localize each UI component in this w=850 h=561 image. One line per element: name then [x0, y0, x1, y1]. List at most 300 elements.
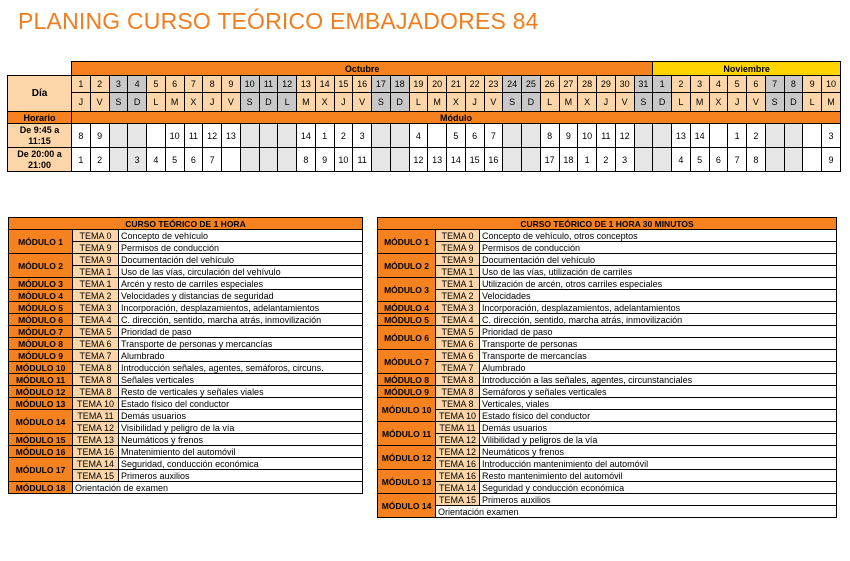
tema-label: TEMA 0 [436, 230, 480, 242]
tema-label: TEMA 10 [73, 398, 119, 410]
module-row [9, 254, 363, 266]
module-row [9, 386, 363, 398]
module-row [378, 302, 837, 314]
tema-description: Prioridad de paso [119, 326, 363, 338]
tema-description: Alumbrado [480, 362, 837, 374]
tema-description: Verticales, viales [480, 398, 837, 410]
tema-label: TEMA 0 [73, 230, 119, 242]
module-name: MÓDULO 8 [378, 374, 436, 386]
tema-label: TEMA 8 [73, 362, 119, 374]
module-cell: 18 [559, 148, 578, 172]
tema-label: TEMA 1 [436, 278, 480, 290]
tema-label: TEMA 12 [73, 422, 119, 434]
day-number: 23 [484, 76, 503, 93]
module-row [378, 242, 837, 254]
module-cell: 17 [540, 148, 559, 172]
module-cell [259, 124, 278, 148]
module-cell: 1 [728, 124, 747, 148]
module-name: MÓDULO 7 [378, 350, 436, 374]
day-number: 16 [353, 76, 372, 93]
day-letter: S [765, 93, 784, 112]
module-row [378, 446, 837, 458]
day-number: 1 [72, 76, 91, 93]
module-row [378, 230, 837, 242]
tema-description: Vilibilidad y peligros de la vía [480, 434, 837, 446]
day-number: 6 [165, 76, 184, 93]
module-cell: 12 [203, 124, 222, 148]
module-cell: 3 [822, 124, 841, 148]
tema-label: TEMA 9 [436, 242, 480, 254]
module-row [9, 398, 363, 410]
module-cell [522, 124, 541, 148]
module-cell: 4 [147, 148, 166, 172]
module-cell [803, 124, 822, 148]
module-cell: 5 [447, 124, 466, 148]
tema-description: Utilización de arcén, otros carriles especiales [480, 278, 837, 290]
day-letter: D [522, 93, 541, 112]
module-cell: 5 [165, 148, 184, 172]
time-slot-label: De 9:45 a 11:15 [8, 124, 72, 148]
module-cell: 14 [447, 148, 466, 172]
day-letter: V [90, 93, 109, 112]
day-number: 26 [540, 76, 559, 93]
module-row [378, 290, 837, 302]
day-label: Día [8, 76, 72, 112]
tema-label: TEMA 7 [436, 362, 480, 374]
tema-description: Estado físico del conductor [480, 410, 837, 422]
day-number: 21 [447, 76, 466, 93]
tema-description: Velocidades y distancias de seguridad [119, 290, 363, 302]
module-name: MÓDULO 12 [9, 386, 73, 398]
module-cell: 7 [484, 124, 503, 148]
tema-description: Documentación del vehículo [480, 254, 837, 266]
day-letter: M [822, 93, 841, 112]
day-number: 4 [709, 76, 728, 93]
module-cell [709, 124, 728, 148]
tema-description: Orientación de examen [73, 482, 363, 494]
module-name: MÓDULO 1 [9, 230, 73, 254]
module-name: MÓDULO 7 [9, 326, 73, 338]
day-letter: M [559, 93, 578, 112]
module-cell [109, 124, 128, 148]
module-row [378, 470, 837, 482]
module-cell: 6 [709, 148, 728, 172]
module-name: MÓDULO 8 [9, 338, 73, 350]
day-number: 20 [428, 76, 447, 93]
module-row [9, 326, 363, 338]
tema-description: C. dirección, sentido, marcha atrás, inmovilización [119, 314, 363, 326]
module-row [378, 422, 837, 434]
time-slot-label: De 20:00 a 21:00 [8, 148, 72, 172]
tema-label: TEMA 1 [73, 278, 119, 290]
day-letter: M [165, 93, 184, 112]
day-letter: X [447, 93, 466, 112]
module-cell: 11 [597, 124, 616, 148]
day-number: 3 [690, 76, 709, 93]
day-letter: V [484, 93, 503, 112]
blank-corner [8, 62, 72, 76]
tema-label: TEMA 4 [436, 314, 480, 326]
module-cell [390, 148, 409, 172]
module-name: MÓDULO 11 [9, 374, 73, 386]
module-cell: 13 [222, 124, 241, 148]
module-cell: 1 [72, 148, 91, 172]
day-number: 9 [803, 76, 822, 93]
page-title: PLANING CURSO TEÓRICO EMBAJADORES 84 [18, 8, 539, 34]
tema-label: TEMA 6 [436, 338, 480, 350]
module-name: MÓDULO 17 [9, 458, 73, 482]
module-cell: 3 [128, 148, 147, 172]
course-1h-header: CURSO TEÓRICO DE 1 HORA [9, 218, 363, 230]
module-name: MÓDULO 5 [9, 302, 73, 314]
tema-label: TEMA 6 [436, 350, 480, 362]
module-row [9, 434, 363, 446]
module-cell: 10 [578, 124, 597, 148]
day-letter: V [222, 93, 241, 112]
tema-description: Permisos de conducción [480, 242, 837, 254]
module-cell [503, 148, 522, 172]
tema-label: TEMA 7 [73, 350, 119, 362]
module-row [378, 434, 837, 446]
module-cell [259, 148, 278, 172]
module-cell: 10 [165, 124, 184, 148]
day-number: 27 [559, 76, 578, 93]
module-cell: 12 [409, 148, 428, 172]
module-row [9, 350, 363, 362]
tema-label: TEMA 16 [73, 446, 119, 458]
tema-label: TEMA 3 [436, 302, 480, 314]
module-cell: 9 [90, 124, 109, 148]
module-row [378, 482, 837, 494]
tema-label: TEMA 8 [73, 374, 119, 386]
schedule-calendar [7, 61, 841, 172]
day-letter: X [315, 93, 334, 112]
day-number: 3 [109, 76, 128, 93]
tema-label: TEMA 5 [73, 326, 119, 338]
module-cell: 4 [409, 124, 428, 148]
module-row [9, 362, 363, 374]
module-row [9, 230, 363, 242]
module-cell: 12 [615, 124, 634, 148]
tema-description: Orientación examen [436, 506, 837, 518]
tema-label: TEMA 1 [436, 266, 480, 278]
tema-label: TEMA 16 [436, 470, 480, 482]
tema-description: Primeros auxilios [119, 470, 363, 482]
tema-description: Seguridad, conducción económica [119, 458, 363, 470]
tema-description: Permisos de conducción [119, 242, 363, 254]
tema-label: TEMA 14 [436, 482, 480, 494]
module-name: MÓDULO 13 [378, 470, 436, 494]
module-cell [240, 148, 259, 172]
module-cell: 5 [690, 148, 709, 172]
module-cell: 7 [728, 148, 747, 172]
module-cell [653, 148, 672, 172]
tema-description: C. dirección, sentido, marcha atrás, inmovilización [480, 314, 837, 326]
day-number: 12 [278, 76, 297, 93]
module-cell [278, 148, 297, 172]
module-cell [128, 124, 147, 148]
day-number: 30 [615, 76, 634, 93]
tema-label: TEMA 10 [436, 410, 480, 422]
month-header: Noviembre [653, 62, 841, 76]
module-row [9, 290, 363, 302]
day-letter: D [784, 93, 803, 112]
module-cell [503, 124, 522, 148]
tema-description: Seguridad y conducción económica [480, 482, 837, 494]
module-row [378, 266, 837, 278]
module-name: MÓDULO 13 [9, 398, 73, 410]
day-letter: M [690, 93, 709, 112]
module-cell: 2 [334, 124, 353, 148]
module-cell [222, 148, 241, 172]
module-cell [634, 124, 653, 148]
module-row [378, 374, 837, 386]
module-cell [428, 124, 447, 148]
module-name: MÓDULO 2 [9, 254, 73, 278]
day-number: 14 [315, 76, 334, 93]
tema-label: TEMA 1 [73, 266, 119, 278]
day-letter: M [297, 93, 316, 112]
day-number: 10 [822, 76, 841, 93]
module-row [378, 506, 837, 518]
module-name: MÓDULO 15 [9, 434, 73, 446]
day-letter: D [390, 93, 409, 112]
tema-description: Uso de las vías, circulación del vehívulo [119, 266, 363, 278]
day-number: 5 [728, 76, 747, 93]
module-cell [784, 124, 803, 148]
day-letter: S [634, 93, 653, 112]
day-number: 29 [597, 76, 616, 93]
course-90m-table [377, 217, 837, 518]
tema-description: Demás usuarios [119, 410, 363, 422]
module-cell: 11 [353, 148, 372, 172]
module-cell: 14 [690, 124, 709, 148]
course-90m-header: CURSO TEÓRICO DE 1 HORA 30 MINUTOS [378, 218, 837, 230]
module-cell: 10 [334, 148, 353, 172]
module-row [9, 458, 363, 470]
day-number: 7 [184, 76, 203, 93]
day-letter: J [334, 93, 353, 112]
module-row [378, 278, 837, 290]
day-letter: L [803, 93, 822, 112]
day-number: 13 [297, 76, 316, 93]
day-number: 15 [334, 76, 353, 93]
module-name: MÓDULO 4 [9, 290, 73, 302]
day-number: 6 [747, 76, 766, 93]
day-letter: L [409, 93, 428, 112]
module-cell: 9 [822, 148, 841, 172]
day-letter: L [540, 93, 559, 112]
day-number: 5 [147, 76, 166, 93]
tema-label: TEMA 12 [436, 446, 480, 458]
module-row [378, 410, 837, 422]
tema-label: TEMA 2 [436, 290, 480, 302]
tema-description: Demás usuarios [480, 422, 837, 434]
tema-description: Introducción señales, agentes, semáforos, circuns. [119, 362, 363, 374]
tema-label: TEMA 13 [73, 434, 119, 446]
module-cell: 2 [597, 148, 616, 172]
day-letter: L [147, 93, 166, 112]
day-letter: X [184, 93, 203, 112]
module-name: MÓDULO 5 [378, 314, 436, 326]
tema-description: Resto de verticales y señales viales [119, 386, 363, 398]
day-number: 2 [672, 76, 691, 93]
module-name: MÓDULO 1 [378, 230, 436, 254]
tema-description: Incorporación, desplazamientos, adelantamientos [119, 302, 363, 314]
module-cell: 2 [747, 124, 766, 148]
day-letter: S [240, 93, 259, 112]
tema-label: TEMA 5 [436, 326, 480, 338]
module-cell: 3 [615, 148, 634, 172]
module-cell: 1 [578, 148, 597, 172]
tema-label: TEMA 4 [73, 314, 119, 326]
module-cell: 3 [353, 124, 372, 148]
module-name: MÓDULO 3 [378, 278, 436, 302]
tema-label: TEMA 12 [436, 434, 480, 446]
module-cell [803, 148, 822, 172]
module-cell: 8 [747, 148, 766, 172]
day-number: 25 [522, 76, 541, 93]
tema-description: Estado físico del conductor [119, 398, 363, 410]
module-cell: 7 [203, 148, 222, 172]
tema-description: Introducción a las señales, agentes, circunstanciales [480, 374, 837, 386]
tema-label: TEMA 11 [436, 422, 480, 434]
tema-label: TEMA 11 [73, 410, 119, 422]
day-number: 18 [390, 76, 409, 93]
module-cell: 8 [297, 148, 316, 172]
day-letter: J [465, 93, 484, 112]
tema-description: Resto mantenimiento del automóvil [480, 470, 837, 482]
day-number: 10 [240, 76, 259, 93]
tema-label: TEMA 8 [436, 398, 480, 410]
tema-description: Prioridad de paso [480, 326, 837, 338]
tema-label: TEMA 8 [73, 386, 119, 398]
day-number: 31 [634, 76, 653, 93]
module-row [378, 398, 837, 410]
module-name: MÓDULO 14 [9, 410, 73, 434]
day-number: 22 [465, 76, 484, 93]
module-name: MÓDULO 4 [378, 302, 436, 314]
tema-description: Neumáticos y frenos [119, 434, 363, 446]
tema-label: TEMA 8 [436, 374, 480, 386]
day-letter: S [503, 93, 522, 112]
module-cell [765, 148, 784, 172]
module-cell: 4 [672, 148, 691, 172]
tema-label: TEMA 9 [73, 242, 119, 254]
tema-description: Primeros auxilios [480, 494, 837, 506]
day-number: 19 [409, 76, 428, 93]
module-cell [390, 124, 409, 148]
module-cell [372, 148, 391, 172]
module-row [9, 338, 363, 350]
module-cell: 13 [672, 124, 691, 148]
tema-description: Transporte de personas [480, 338, 837, 350]
day-number: 7 [765, 76, 784, 93]
day-letter: M [428, 93, 447, 112]
day-number: 4 [128, 76, 147, 93]
horario-label: Horario [8, 112, 72, 124]
tema-description: Neumáticos y frenos [480, 446, 837, 458]
tema-label: TEMA 8 [436, 386, 480, 398]
course-1h-table [8, 217, 363, 494]
module-cell: 11 [184, 124, 203, 148]
day-letter: S [372, 93, 391, 112]
module-cell: 1 [315, 124, 334, 148]
module-row [378, 326, 837, 338]
module-row [378, 458, 837, 470]
module-name: MÓDULO 18 [9, 482, 73, 494]
module-cell: 6 [184, 148, 203, 172]
module-row [378, 338, 837, 350]
module-row [9, 314, 363, 326]
tema-label: TEMA 9 [436, 254, 480, 266]
module-name: MÓDULO 6 [9, 314, 73, 326]
module-cell [522, 148, 541, 172]
day-number: 24 [503, 76, 522, 93]
module-row [378, 362, 837, 374]
module-name: MÓDULO 12 [378, 446, 436, 470]
tema-description: Visibilidad y peligro de la vía [119, 422, 363, 434]
module-row [9, 302, 363, 314]
module-cell [147, 124, 166, 148]
tema-description: Velocidades [480, 290, 837, 302]
module-row [378, 350, 837, 362]
module-cell [634, 148, 653, 172]
day-number: 8 [784, 76, 803, 93]
tema-description: Concepto de vehículo, otros conceptos [480, 230, 837, 242]
module-row [378, 386, 837, 398]
module-name: MÓDULO 2 [378, 254, 436, 278]
day-number: 28 [578, 76, 597, 93]
day-letter: V [353, 93, 372, 112]
day-letter: J [72, 93, 91, 112]
tema-description: Introducción mantenimiento del automóvil [480, 458, 837, 470]
module-cell: 8 [72, 124, 91, 148]
tema-label: TEMA 15 [436, 494, 480, 506]
day-number: 2 [90, 76, 109, 93]
tema-description: Transporte de mercancías [480, 350, 837, 362]
module-row [378, 254, 837, 266]
module-name: MÓDULO 6 [378, 326, 436, 350]
module-cell: 2 [90, 148, 109, 172]
day-letter: J [597, 93, 616, 112]
day-letter: J [728, 93, 747, 112]
tema-description: Arcén y resto de carriles especiales [119, 278, 363, 290]
module-name: MÓDULO 9 [378, 386, 436, 398]
module-cell [240, 124, 259, 148]
month-header: Octubre [72, 62, 653, 76]
day-letter: S [109, 93, 128, 112]
day-number: 8 [203, 76, 222, 93]
module-cell: 13 [428, 148, 447, 172]
module-cell: 9 [559, 124, 578, 148]
tema-label: TEMA 2 [73, 290, 119, 302]
day-number: 11 [259, 76, 278, 93]
module-name: MÓDULO 14 [378, 494, 436, 518]
module-cell [109, 148, 128, 172]
module-row [9, 482, 363, 494]
day-letter: V [747, 93, 766, 112]
module-row [9, 446, 363, 458]
day-letter: D [653, 93, 672, 112]
module-cell: 14 [297, 124, 316, 148]
tema-description: Mnatenimiento del automóvil [119, 446, 363, 458]
tema-label: TEMA 15 [73, 470, 119, 482]
day-letter: L [278, 93, 297, 112]
module-row [378, 494, 837, 506]
module-name: MÓDULO 10 [9, 362, 73, 374]
module-cell [372, 124, 391, 148]
